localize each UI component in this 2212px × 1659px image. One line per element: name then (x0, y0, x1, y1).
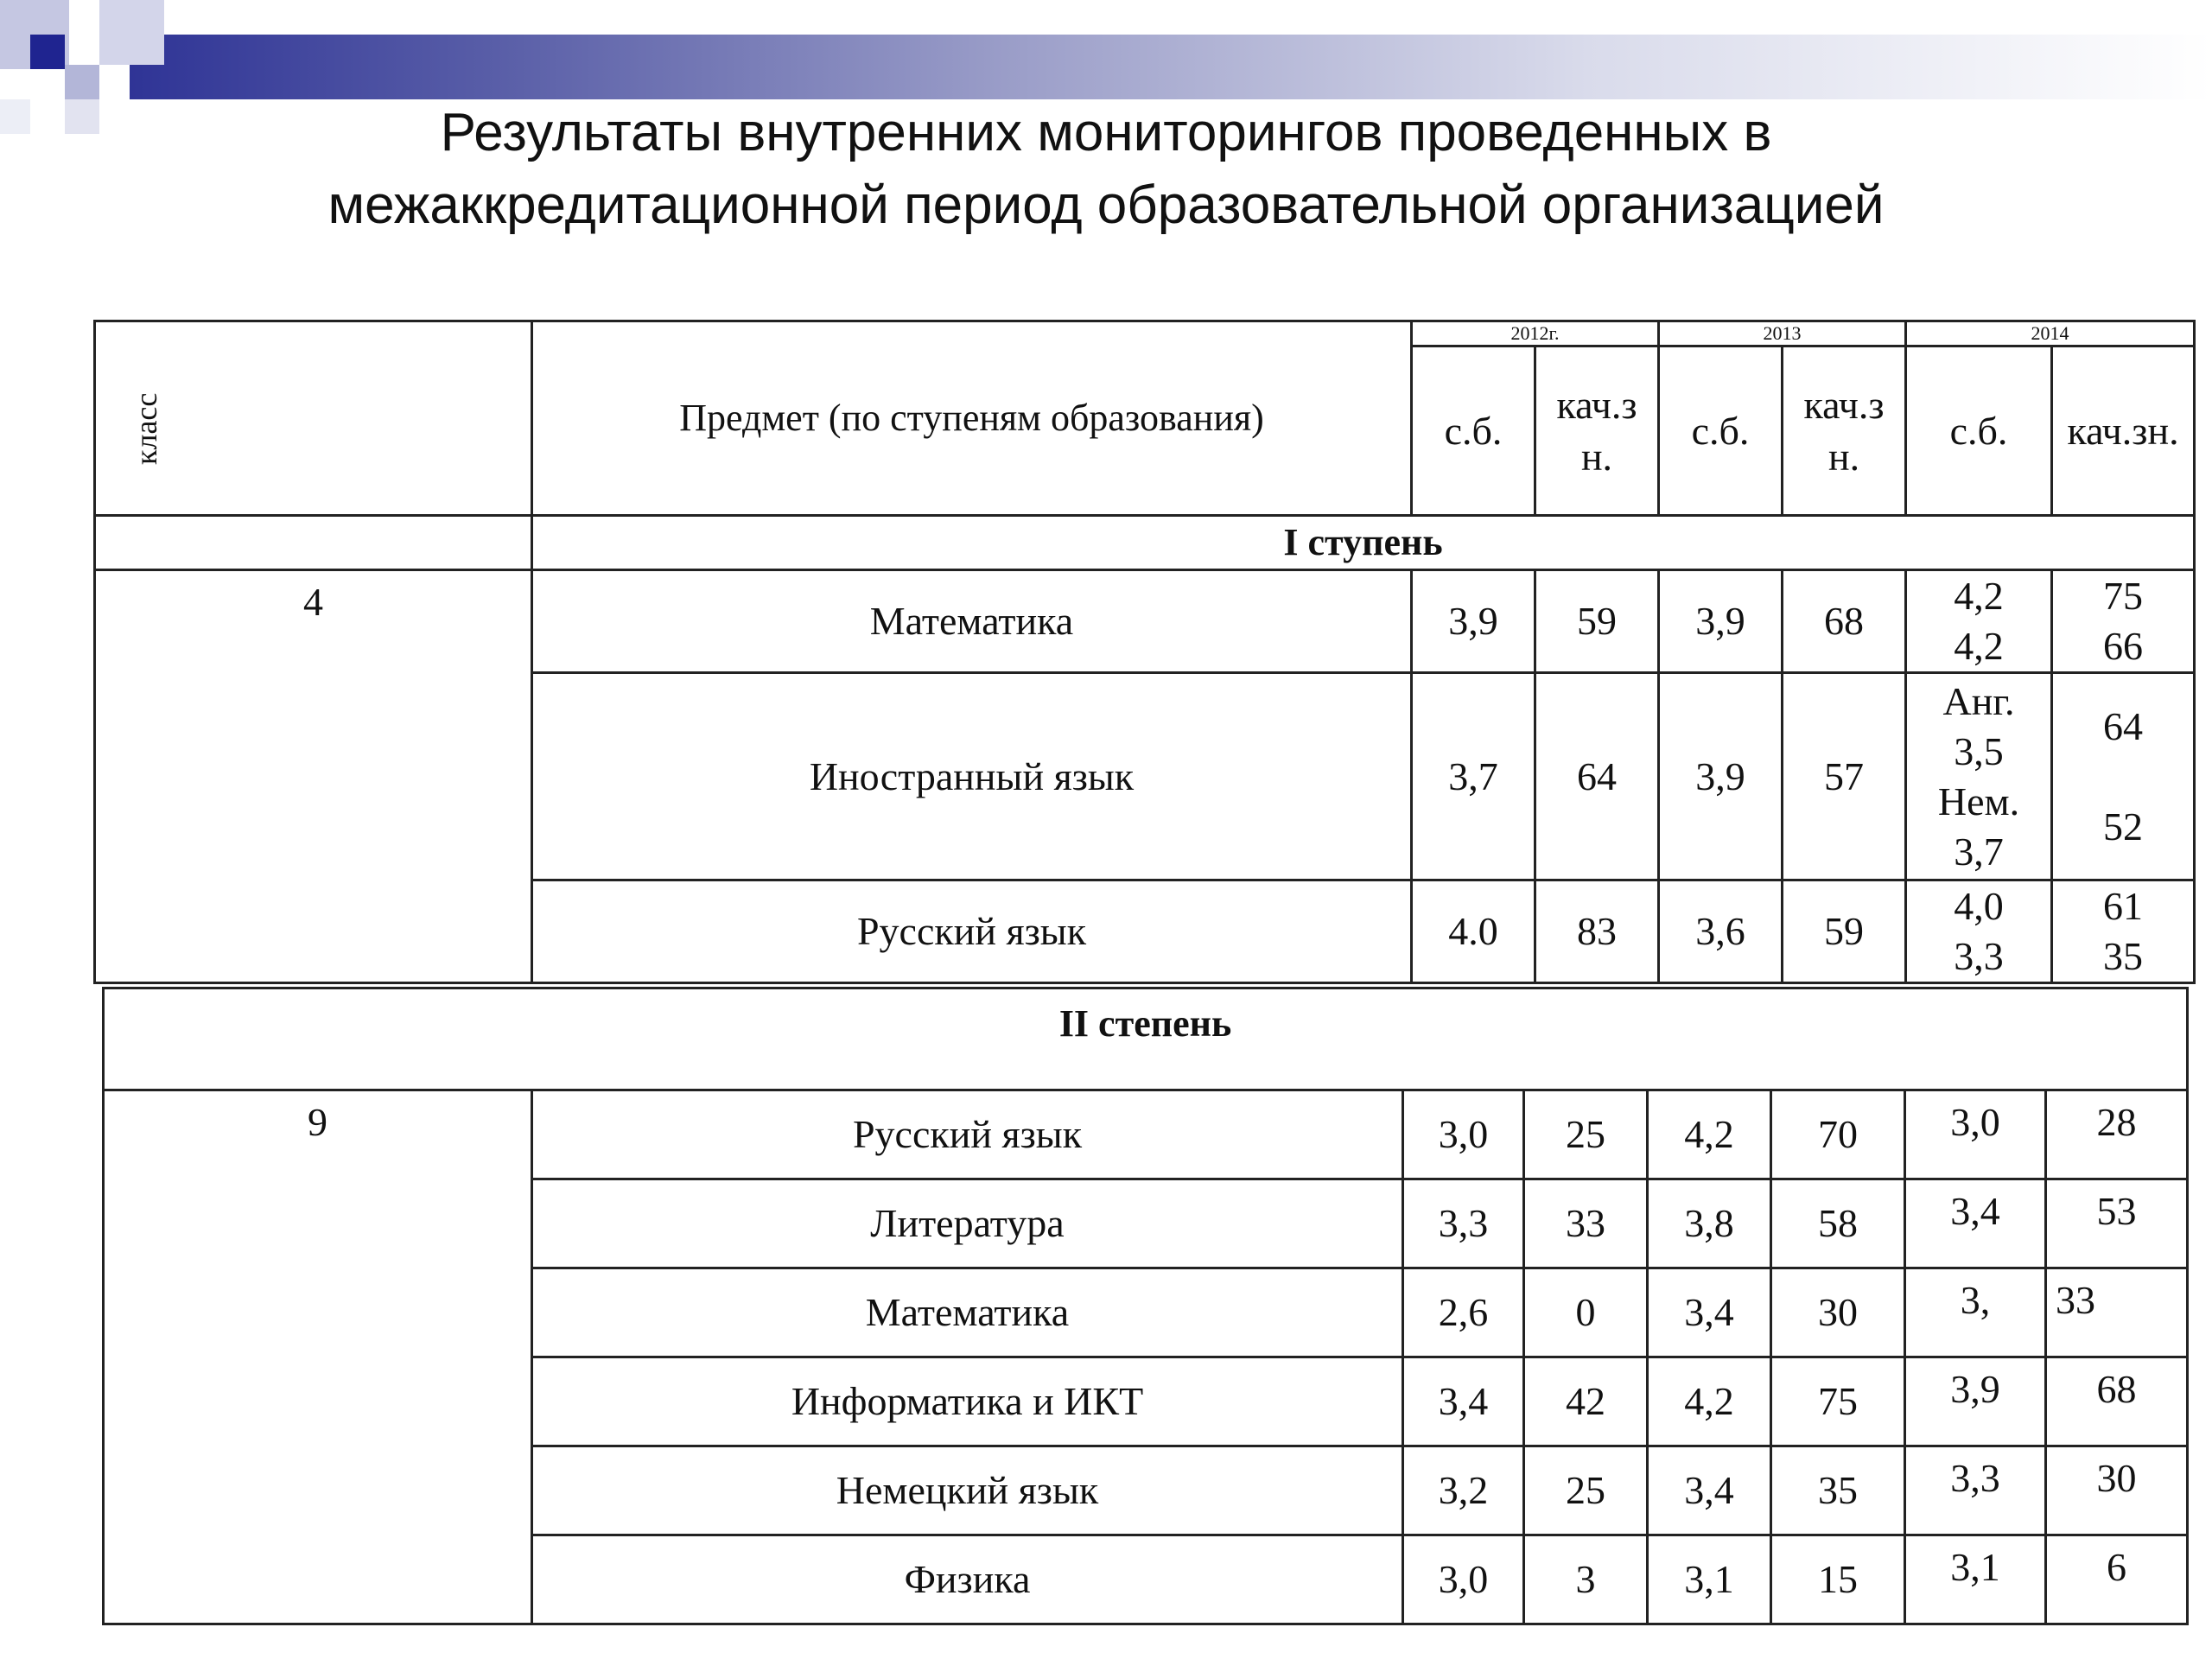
stage-1-label: I ступень (532, 516, 2195, 570)
stage-empty-cell (95, 516, 532, 570)
s1-row2-subject: Иностранный язык (532, 673, 1412, 880)
s1-row2-kz2013: 57 (1783, 673, 1906, 880)
s2-row6-subject: Физика (532, 1535, 1403, 1624)
s2-row4-kz2012: 42 (1524, 1357, 1648, 1446)
s2-row4-sb2013: 4,2 (1648, 1357, 1771, 1446)
s1-row1-sb2013: 3,9 (1659, 570, 1783, 673)
s2-row2-kz2014: 53 (2046, 1179, 2188, 1268)
s2-row5-sb2012: 3,2 (1403, 1446, 1524, 1535)
s2-row5-subject: Немецкий язык (532, 1446, 1403, 1535)
header-year-2014: 2014 (1906, 321, 2195, 346)
s2-row6-kz2012: 3 (1524, 1535, 1648, 1624)
s2-row1-kz2014: 28 (2046, 1090, 2188, 1179)
s2-row3-subject: Математика (532, 1268, 1403, 1357)
s2-row3-kz2012: 0 (1524, 1268, 1648, 1357)
s2-row6-kz2014: 6 (2046, 1535, 2188, 1624)
class-9-cell: 9 (104, 1090, 532, 1624)
header-klass (95, 321, 532, 516)
stage-2-label: II степень (104, 988, 2188, 1090)
s2-row1-sb2013: 4,2 (1648, 1090, 1771, 1179)
s2-row3-sb2013: 3,4 (1648, 1268, 1771, 1357)
s2-row3-kz2014: 33 (2046, 1268, 2188, 1357)
s1-row3-kz2013: 59 (1783, 880, 1906, 983)
s2-row1-sb2014: 3,0 (1905, 1090, 2046, 1179)
s2-row4-kz2014: 68 (2046, 1357, 2188, 1446)
s2-row5-kz2012: 25 (1524, 1446, 1648, 1535)
s1-row1-subject: Математика (532, 570, 1412, 673)
s2-row1-sb2012: 3,0 (1403, 1090, 1524, 1179)
title-line-1: Результаты внутренних мониторингов проведенных в (440, 103, 1772, 162)
slide-title (0, 97, 2212, 242)
class-4-cell: 4 (95, 570, 532, 983)
s2-row3-kz2013: 30 (1771, 1268, 1905, 1357)
decor-square (99, 0, 164, 65)
s1-row3-sb2013: 3,6 (1659, 880, 1783, 983)
s2-row6-kz2013: 15 (1771, 1535, 1905, 1624)
s1-row1-sb2012: 3,9 (1412, 570, 1535, 673)
s2-row4-sb2012: 3,4 (1403, 1357, 1524, 1446)
s1-row2-sb2012: 3,7 (1412, 673, 1535, 880)
decor-square (30, 35, 65, 69)
s2-row2-sb2014: 3,4 (1905, 1179, 2046, 1268)
s1-row3-kz2014: 61 35 (2052, 880, 2195, 983)
results-table-stage1 (93, 320, 2196, 984)
s2-row2-sb2012: 3,3 (1403, 1179, 1524, 1268)
s2-row5-sb2014: 3,3 (1905, 1446, 2046, 1535)
klass-label: класс (129, 392, 163, 465)
s1-row3-kz2012: 83 (1535, 880, 1659, 983)
results-table-stage2 (102, 987, 2189, 1625)
s2-row6-sb2014: 3,1 (1905, 1535, 2046, 1624)
header-kach-2013: кач.з н. (1783, 346, 1906, 516)
s2-row2-sb2013: 3,8 (1648, 1179, 1771, 1268)
s2-row3-sb2014: 3, (1905, 1268, 2046, 1357)
s2-row5-kz2013: 35 (1771, 1446, 1905, 1535)
s1-row1-kz2012: 59 (1535, 570, 1659, 673)
s2-row6-sb2013: 3,1 (1648, 1535, 1771, 1624)
s1-row3-sb2012: 4.0 (1412, 880, 1535, 983)
s2-row1-kz2012: 25 (1524, 1090, 1648, 1179)
s1-row1-kz2013: 68 (1783, 570, 1906, 673)
s2-row3-sb2012: 2,6 (1403, 1268, 1524, 1357)
s2-row1-kz2013: 70 (1771, 1090, 1905, 1179)
header-sb-2013: с.б. (1659, 346, 1783, 516)
s1-row2-sb2014: Анг. 3,5 Нем. 3,7 (1906, 673, 2052, 880)
s2-row5-sb2013: 3,4 (1648, 1446, 1771, 1535)
s1-row3-sb2014: 4,0 3,3 (1906, 880, 2052, 983)
title-line-2: межаккредитационной период образовательной организацией (327, 175, 1885, 235)
s2-row1-subject: Русский язык (532, 1090, 1403, 1179)
header-year-2012: 2012г. (1412, 321, 1659, 346)
header-kach-2014: кач.зн. (2052, 346, 2195, 516)
header-kach-2012: кач.з н. (1535, 346, 1659, 516)
s2-row2-kz2012: 33 (1524, 1179, 1648, 1268)
header-year-2013: 2013 (1659, 321, 1906, 346)
s2-row2-kz2013: 58 (1771, 1179, 1905, 1268)
header-subject: Предмет (по ступеням образования) (532, 321, 1412, 516)
s2-row4-kz2013: 75 (1771, 1357, 1905, 1446)
s1-row1-sb2014: 4,2 4,2 (1906, 570, 2052, 673)
s2-row4-subject: Информатика и ИКТ (532, 1357, 1403, 1446)
s1-row1-kz2014: 75 66 (2052, 570, 2195, 673)
header-sb-2014: с.б. (1906, 346, 2052, 516)
decor-square (65, 65, 99, 99)
s1-row2-kz2012: 64 (1535, 673, 1659, 880)
s2-row6-sb2012: 3,0 (1403, 1535, 1524, 1624)
header-sb-2012: с.б. (1412, 346, 1535, 516)
s1-row2-sb2013: 3,9 (1659, 673, 1783, 880)
s2-row4-sb2014: 3,9 (1905, 1357, 2046, 1446)
s1-row2-kz2014: 64 52 (2052, 673, 2195, 880)
s1-row3-subject: Русский язык (532, 880, 1412, 983)
s2-row2-subject: Литература (532, 1179, 1403, 1268)
s2-row5-kz2014: 30 (2046, 1446, 2188, 1535)
header-gradient-bar (130, 35, 2212, 99)
